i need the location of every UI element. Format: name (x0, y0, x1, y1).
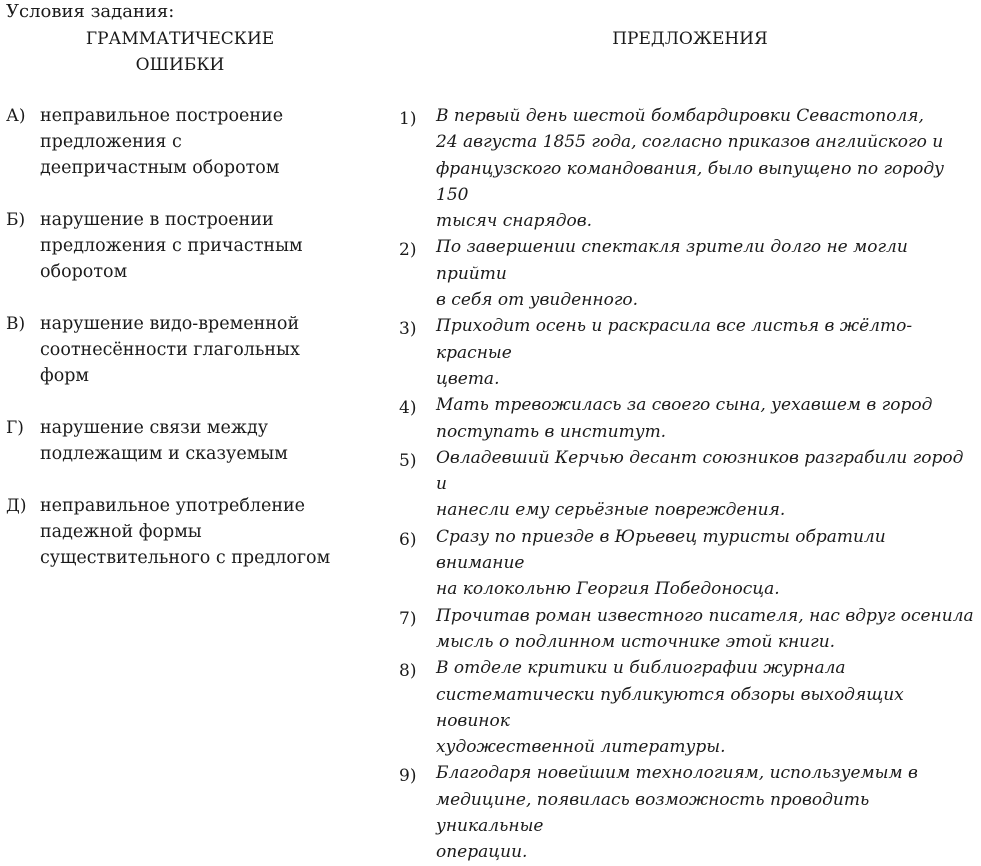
sentence-text-line: в себя от увиденного. (436, 290, 639, 311)
error-text-line: оборотом (40, 262, 128, 282)
sentence-text-line: В первый день шестой бомбардировки Севастополя, (436, 106, 924, 126)
sentence-text (436, 234, 979, 313)
error-text (40, 103, 351, 181)
errors-list (6, 103, 351, 597)
sentence-text-line: цвета. (436, 368, 500, 389)
error-text (40, 207, 351, 285)
error-item (6, 207, 351, 285)
error-letter: Б) (6, 210, 26, 230)
sentence-text-line: мысль о подлинном источнике этой книги. (436, 631, 836, 652)
error-text (40, 415, 351, 467)
error-letter: Д) (6, 496, 27, 516)
errors-header-line: ОШИБКИ (135, 55, 225, 75)
sentence-item (399, 313, 979, 392)
sentence-text-line: медицине, появилась возможность проводить уникальные (436, 789, 870, 837)
sentence-text (436, 655, 979, 760)
sentence-text-line: французского командования, было выпущено по городу 150 (436, 158, 945, 205)
sentence-text-line: Прочитав роман известного писателя, нас вдруг осенила (436, 605, 974, 626)
sentences-header: ПРЕДЛОЖЕНИЯ (612, 29, 768, 49)
sentence-text-line: Сразу по приезде в Юрьевец туристы обратили внимание (436, 526, 886, 574)
error-letter: Г) (6, 418, 24, 438)
sentence-item (399, 103, 979, 234)
error-text-line: соотнесённости глагольных (40, 340, 300, 360)
sentence-text (436, 524, 979, 603)
error-text-line: неправильное построение (40, 106, 284, 126)
error-text-line: падежной формы (40, 522, 202, 542)
error-text-line: неправильное употребление (40, 496, 306, 516)
sentence-text-line: операции. (436, 842, 528, 863)
errors-header (60, 26, 300, 78)
error-text (40, 311, 351, 389)
error-text-line: предложения с (40, 132, 182, 152)
sentence-text-line: Приходит осень и раскрасила все листья в жёлто-красные (436, 316, 913, 363)
error-text-line: деепричастным оборотом (40, 158, 280, 178)
sentence-number: 5) (399, 450, 417, 471)
sentence-text-line: художественной литературы. (436, 737, 726, 758)
sentence-text (436, 760, 979, 865)
sentence-text-line: Благодаря новейшим технологиям, используемым в (436, 763, 918, 784)
sentence-text (436, 603, 979, 656)
error-item (6, 493, 351, 571)
sentence-text-line: Овладевший Керчью десант союзников разграбили город и (436, 447, 964, 495)
sentence-text (436, 392, 979, 445)
sentence-text-line: поступать в институт. (436, 421, 667, 442)
error-text-line: предложения с причастным (40, 236, 303, 256)
error-item (6, 103, 351, 181)
task-caption: Условия задания: (6, 1, 175, 22)
sentence-item (399, 234, 979, 313)
sentence-text (436, 313, 979, 392)
error-text-line: подлежащим и сказуемым (40, 444, 288, 464)
error-text (40, 493, 351, 571)
error-item (6, 311, 351, 389)
sentence-text-line: нанесли ему серьёзные повреждения. (436, 500, 786, 521)
sentence-number: 4) (399, 398, 417, 419)
sentence-number: 3) (399, 319, 417, 340)
sentence-text (436, 103, 979, 234)
sentence-item (399, 524, 979, 603)
error-item (6, 415, 351, 467)
error-letter: А) (6, 106, 26, 126)
sentence-text-line: систематически публикуются обзоры выходящих новинок (436, 684, 904, 731)
sentence-text-line: 24 августа 1855 года, согласно приказов английского и (436, 132, 944, 153)
error-text-line: нарушение видо-временной (40, 314, 300, 334)
sentence-text (436, 445, 979, 524)
error-text-line: нарушение в построении (40, 210, 274, 230)
error-text-line: форм (40, 366, 90, 386)
sentence-text-line: В отделе критики и библиографии журнала (436, 658, 846, 679)
error-text-line: существительного с предлогом (40, 548, 331, 568)
sentence-item (399, 760, 979, 865)
error-text-line: нарушение связи между (40, 418, 269, 438)
sentence-item (399, 603, 979, 656)
sentence-number: 6) (399, 529, 417, 550)
errors-header-line: ГРАММАТИЧЕСКИЕ (85, 29, 275, 49)
sentence-item (399, 445, 979, 524)
error-letter: В) (6, 314, 26, 334)
sentence-number: 7) (399, 608, 417, 629)
sentence-text-line: тысяч снарядов. (436, 211, 593, 232)
sentence-text-line: на колокольню Георгия Победоносца. (436, 579, 780, 600)
sentence-number: 2) (399, 240, 417, 261)
sentence-item (399, 392, 979, 445)
sentence-number: 8) (399, 661, 417, 682)
sentence-item (399, 655, 979, 760)
sentence-number: 9) (399, 766, 417, 787)
sentence-text-line: По завершении спектакля зрители долго не могли прийти (436, 237, 908, 284)
sentence-number: 1) (399, 109, 417, 129)
sentences-list (399, 103, 979, 866)
sentence-text-line: Мать тревожилась за своего сына, уехавшем в город (436, 395, 933, 416)
